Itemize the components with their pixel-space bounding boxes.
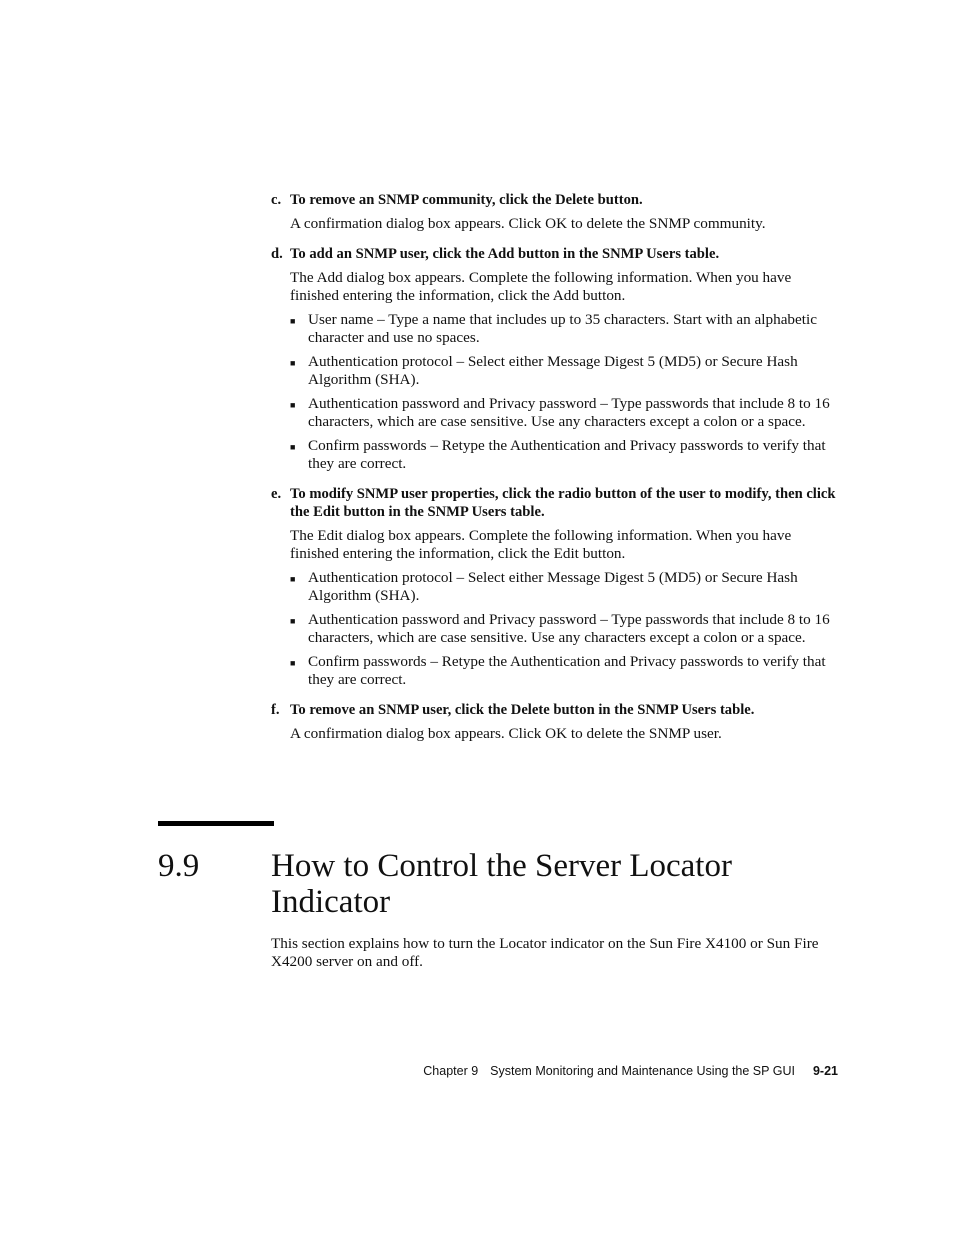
spacer [271, 233, 841, 245]
step-f [271, 701, 841, 743]
step-letter: c. [271, 192, 282, 208]
bullet-square-icon: ■ [290, 616, 296, 626]
list-item-text: Authentication protocol – Select either Message Digest 5 (MD5) or Secure Hash Algorithm (SHA). [308, 353, 798, 388]
section-heading [271, 848, 831, 920]
list-item-text: Confirm passwords – Retype the Authentication and Privacy passwords to verify that they are correct. [308, 437, 826, 472]
step-title: To remove an SNMP user, click the Delete button in the SNMP Users table. [290, 702, 755, 718]
bullet-square-icon: ■ [290, 442, 296, 452]
bullet-square-icon: ■ [290, 400, 296, 410]
step-letter: d. [271, 246, 283, 262]
step-e [271, 485, 841, 689]
section-heading-line: Indicator [271, 884, 391, 920]
list-item [290, 395, 841, 431]
step-title: To modify SNMP user properties, click the radio button of the user to modify, then click the Edit button in the SNMP Users table. [290, 486, 836, 520]
bullet-list [290, 569, 841, 689]
list-item [290, 353, 841, 389]
list-item-text: Authentication password and Privacy password – Type passwords that include 8 to 16 characters, which are case sensitive. Use any characters except a colon or a space. [308, 395, 830, 430]
page-number: 9-21 [812, 1064, 838, 1078]
step-paragraph: The Add dialog box appears. Complete the following information. When you have finished entering the information, click the Add button. [290, 269, 792, 304]
bullet-square-icon: ■ [290, 316, 296, 326]
step-paragraph: A confirmation dialog box appears. Click OK to delete the SNMP user. [290, 725, 722, 742]
step-letter: e. [271, 486, 282, 502]
list-item [290, 611, 841, 647]
list-item [290, 437, 841, 473]
section-number: 9.9 [158, 848, 200, 884]
section-intro: This section explains how to turn the Locator indicator on the Sun Fire X4100 or Sun Fire X4200 server on and off. [271, 935, 819, 970]
footer-chapter-title: System Monitoring and Maintenance Using the SP GUI [490, 1064, 795, 1078]
bullet-square-icon: ■ [290, 658, 296, 668]
bullet-square-icon: ■ [290, 358, 296, 368]
step-d [271, 245, 841, 473]
section-heading-line: How to Control the Server Locator [271, 848, 732, 884]
bullet-square-icon: ■ [290, 574, 296, 584]
step-heading [271, 485, 841, 521]
step-paragraph: A confirmation dialog box appears. Click OK to delete the SNMP community. [290, 215, 766, 232]
step-title: To remove an SNMP community, click the Delete button. [290, 192, 643, 208]
step-letter: f. [271, 702, 280, 718]
step-body [271, 269, 841, 473]
procedure-steps [271, 191, 841, 743]
step-c [271, 191, 841, 233]
step-body [271, 527, 841, 689]
list-item-text: User name – Type a name that includes up to 35 characters. Start with an alphabetic character and use no spaces. [308, 311, 817, 346]
page-footer [300, 1063, 838, 1079]
bullet-list [290, 311, 841, 473]
list-item-text: Authentication protocol – Select either Message Digest 5 (MD5) or Secure Hash Algorithm (SHA). [308, 569, 798, 604]
list-item-text: Confirm passwords – Retype the Authentication and Privacy passwords to verify that they are correct. [308, 653, 826, 688]
step-heading [271, 191, 841, 209]
list-item-text: Authentication password and Privacy password – Type passwords that include 8 to 16 characters, which are case sensitive. Use any characters except a colon or a space. [308, 611, 830, 646]
step-body [271, 725, 841, 743]
step-body [271, 215, 841, 233]
step-title: To add an SNMP user, click the Add button in the SNMP Users table. [290, 246, 720, 262]
step-paragraph: The Edit dialog box appears. Complete the following information. When you have finished entering the information, click the Edit button. [290, 527, 792, 562]
section-rule [158, 821, 274, 826]
step-heading [271, 701, 841, 719]
footer-chapter: Chapter 9 [423, 1064, 479, 1078]
step-heading [271, 245, 841, 263]
list-item [290, 653, 841, 689]
list-item [290, 311, 841, 347]
list-item [290, 569, 841, 605]
